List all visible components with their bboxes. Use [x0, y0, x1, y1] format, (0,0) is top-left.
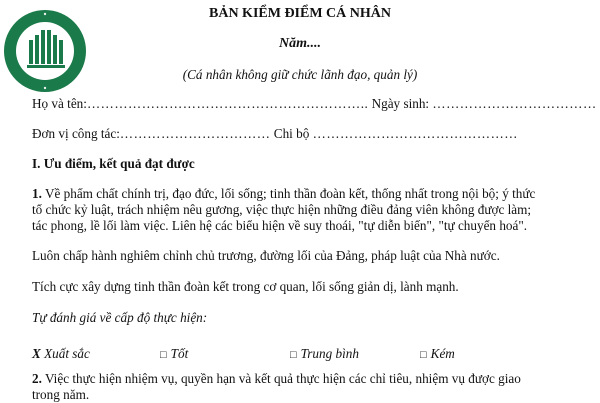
paragraph-2: Luôn chấp hành nghiêm chỉnh chủ trương, đường lối của Đảng, pháp luật của Nhà nước.: [32, 248, 500, 263]
option-kem[interactable]: [420, 346, 455, 362]
option-tot[interactable]: [160, 346, 188, 362]
checkbox-icon: □: [160, 349, 167, 361]
unit-label: Đơn vị công tác:: [32, 126, 120, 141]
dob-label: Ngày sinh:: [371, 96, 430, 111]
option-label: Kém: [430, 346, 455, 361]
name-label: Họ và tên:: [32, 96, 87, 111]
item2-number: 2.: [32, 371, 42, 386]
option-label: Tốt: [170, 346, 189, 361]
item1-line1: [32, 186, 535, 202]
item2-line1: [32, 371, 521, 387]
option-label: Xuất sắc: [44, 346, 90, 361]
checkbox-icon: □: [290, 349, 297, 361]
branch-dots: ………………………………………: [312, 126, 518, 141]
name-dob-row: [32, 96, 597, 112]
paragraph-3: Tích cực xây dựng tinh thần đoàn kết trong cơ quan, lối sống giản dị, lành mạnh.: [32, 279, 459, 294]
self-assessment-label: Tự đánh giá về cấp độ thực hiện:: [32, 310, 208, 325]
unit-dots: ……………………………: [119, 126, 271, 141]
item1-line1-text: Về phẩm chất chính trị, đạo đức, lối sống; tinh thần đoàn kết, thống nhất trong nội bộ; ý thức: [44, 186, 536, 201]
option-xuat-sac[interactable]: [32, 346, 90, 362]
option-trung-binh[interactable]: [290, 346, 359, 362]
name-dots: ……………………………………………………..: [86, 96, 369, 111]
item2-line1-text: Việc thực hiện nhiệm vụ, quyền hạn và kết quả thực hiện các chỉ tiêu, nhiệm vụ được giao: [44, 371, 521, 386]
section1-heading: I. Ưu điểm, kết quả đạt được: [32, 156, 195, 171]
dob-dots: ………………………………: [432, 96, 597, 111]
year-line: Năm....: [279, 36, 321, 51]
document-subtitle: (Cá nhân không giữ chức lãnh đạo, quản lý): [182, 67, 418, 82]
item1-line2: tổ chức kỷ luật, trách nhiệm nêu gương, việc thực hiện những điều đảng viên không được làm;: [32, 202, 532, 217]
document-title: BẢN KIỂM ĐIỂM CÁ NHÂN: [209, 6, 391, 21]
option-mark-selected: X: [32, 346, 41, 361]
item2-line2: trong năm.: [32, 387, 90, 402]
branch-label: Chi bộ: [273, 126, 310, 141]
checkbox-icon: □: [420, 349, 427, 361]
option-label: Trung bình: [300, 346, 359, 361]
item1-number: 1.: [32, 186, 42, 201]
item1-line3: tác phong, lề lối làm việc. Liên hệ các biểu hiện về suy thoái, "tự diễn biến", "tự chuyển hoá".: [32, 218, 528, 233]
unit-branch-row: [32, 126, 518, 142]
